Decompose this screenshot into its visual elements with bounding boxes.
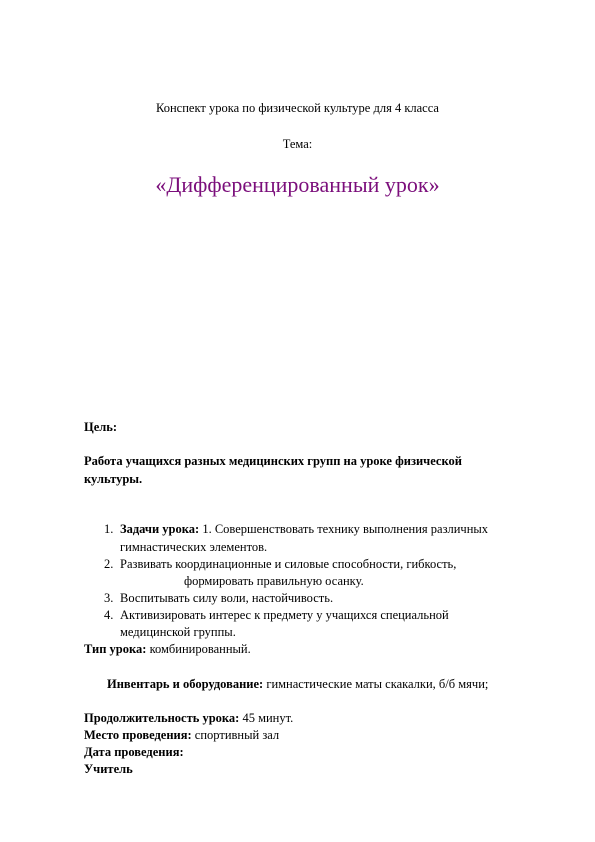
task-number: 3. [104, 591, 114, 605]
goal-label: Цель: [84, 420, 118, 434]
equipment-value: гимнастические маты скакалки, б/б мячи; [263, 677, 489, 691]
task-item-3 [104, 591, 334, 606]
lesson-type [84, 642, 251, 657]
duration-label: Продолжительность урока: [84, 711, 240, 725]
task-item-1 [104, 522, 489, 537]
equipment-label: Инвентарь и оборудование: [107, 677, 264, 691]
date-label: Дата проведения: [84, 745, 184, 759]
task-text: Активизировать интерес к предмету у учащихся специальной [120, 608, 449, 622]
task-item-2-line2: формировать правильную осанку. [184, 574, 364, 588]
duration-value: 45 минут. [239, 711, 294, 725]
task-item-1-line2: гимнастических элементов. [120, 540, 268, 554]
lesson-title: «Дифференцированный урок» [155, 172, 440, 197]
task-item-4-line2: медицинской группы. [120, 625, 236, 639]
task-text: 1. Совершенствовать технику выполнения различных [199, 522, 489, 536]
tasks-label: Задачи урока: [120, 522, 200, 536]
lesson-subtitle: Конспект урока по физической культуре для 4 класса [156, 101, 439, 115]
goal-text-line2: культуры. [84, 472, 143, 486]
task-number: 2. [104, 557, 114, 571]
place-label: Место проведения: [84, 728, 192, 742]
place [84, 728, 279, 743]
theme-label: Тема: [282, 137, 313, 151]
place-value: спортивный зал [191, 728, 280, 742]
task-text: Развивать координационные и силовые способности, гибкость, [120, 557, 457, 571]
task-number: 1. [104, 522, 114, 536]
lesson-type-label: Тип урока: [84, 642, 147, 656]
teacher-label: Учитель [84, 762, 133, 776]
task-number: 4. [104, 608, 114, 622]
task-item-4 [104, 608, 449, 623]
task-text: Воспитывать силу воли, настойчивость. [120, 591, 334, 605]
goal-text-line1: Работа учащихся разных медицинских групп на уроке физической [84, 454, 462, 468]
duration [84, 711, 293, 726]
task-item-2 [104, 557, 457, 572]
equipment [107, 677, 488, 692]
lesson-type-value: комбинированный. [146, 642, 251, 656]
